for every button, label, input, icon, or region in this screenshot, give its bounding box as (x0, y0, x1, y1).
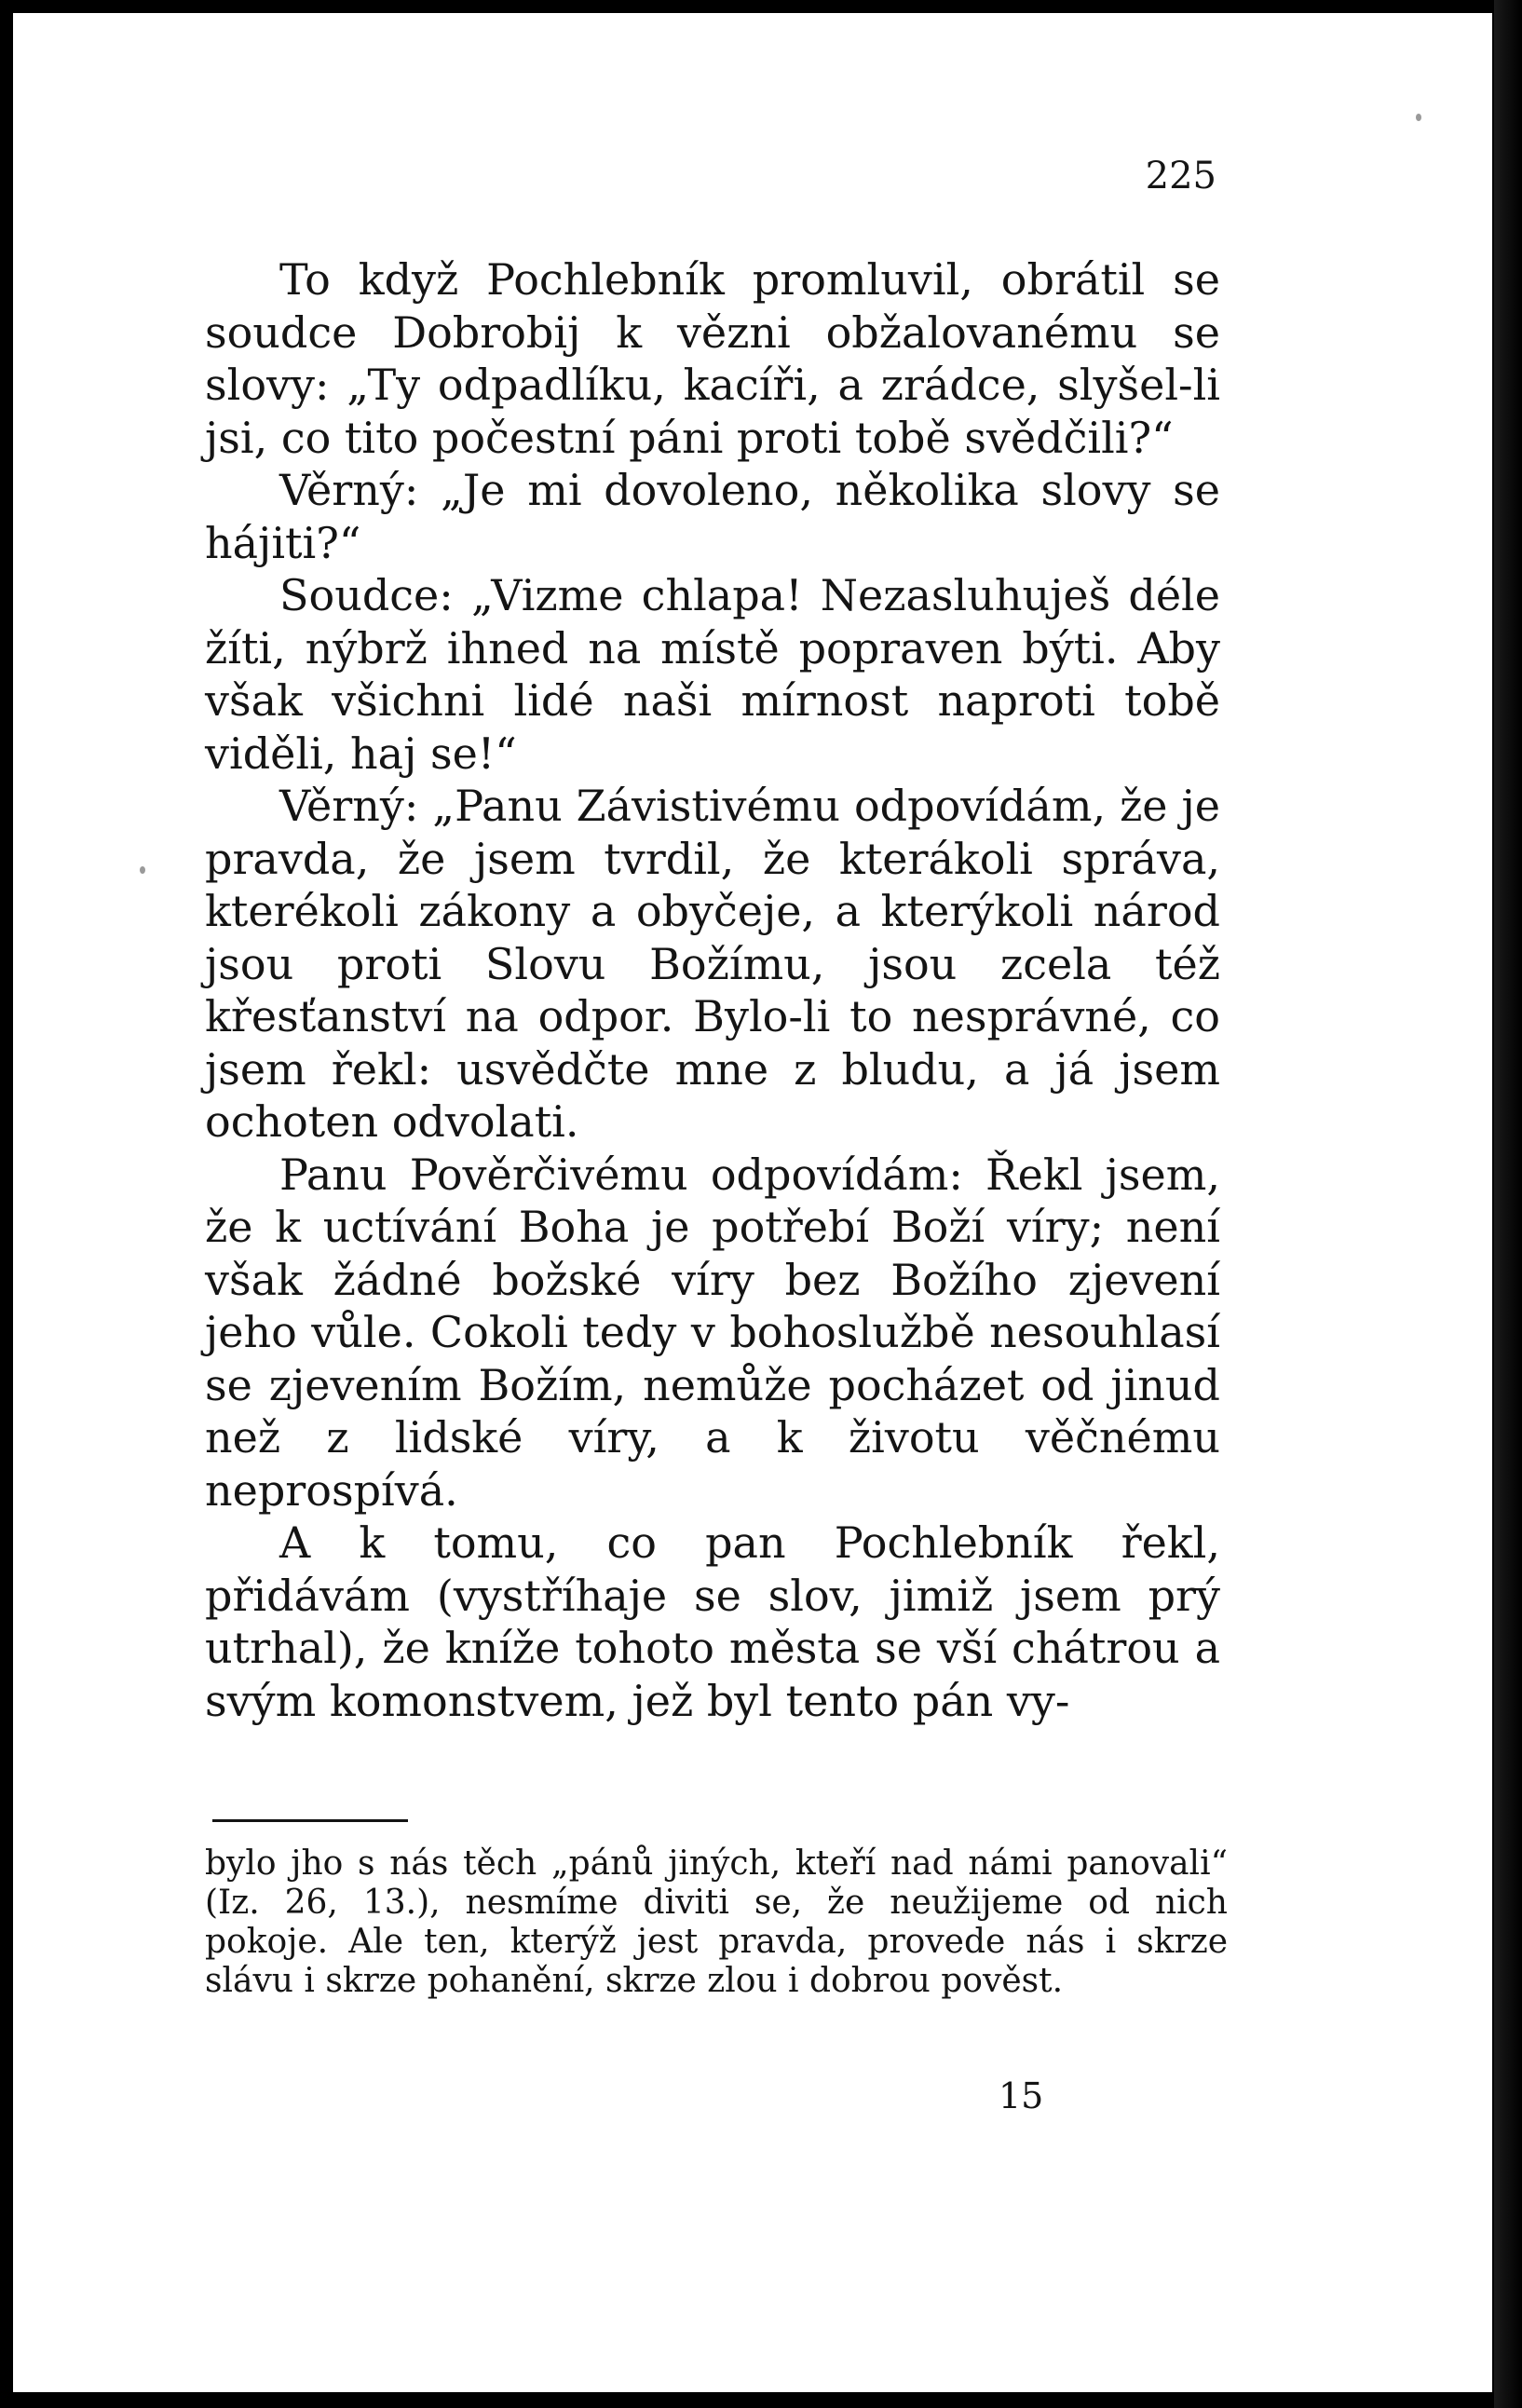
paragraph-1: To když Pochlebník promluvil, obrátil se soudce Dobrobij k vězni obžalovanému se slovy: „Ty odpadlíku, kacíři, a zrádce, slyšel-li jsi, co tito počestní páni proti tobě svědčili?“ (205, 254, 1220, 463)
footnote-divider (212, 1819, 408, 1822)
paragraph-2: Věrný: „Je mi dovoleno, několika slovy se hájiti?“ (205, 465, 1220, 568)
page-number: 225 (1145, 155, 1216, 197)
paragraph-4: Věrný: „Panu Závistivému odpovídám, že je pravda, že jsem tvrdil, že kterákoli správa, kterékoli zákony a obyčeje, a kterýkoli národ jsou proti Slovu Božímu, jsou zcela též křesťanství na odpor. Bylo-li to nesprávné, co jsem řekl: usvědčte mne z bludu, a já jsem ochoten odvolati. (205, 781, 1220, 1147)
book-page (13, 13, 1492, 2392)
paragraph-6: A k tomu, co pan Pochlebník řekl, přidávám (vystříhaje se slov, jimiž jsem prý utrhal), že kníže tohoto města se vší chátrou a svým komonstvem, jež byl tento pán vy- (205, 1517, 1220, 1726)
footnote: bylo jho s nás těch „pánů jiných, kteří nad námi panovali“ (Iz. 26, 13.), nesmíme diviti se, že neužijeme od nich pokoje. Ale ten, kterýž jest pravda, provede nás i skrze slávu i skrze pohanění, skrze zlou i dobrou pověst. (205, 1844, 1228, 2000)
signature-mark: 15 (999, 2075, 1044, 2116)
paragraph-5: Panu Pověrčivému odpovídám: Řekl jsem, že k uctívání Boha je potřebí Boží víry; není však žádné božské víry bez Božího zjevení jeho vůle. Cokoli tedy v bohoslužbě nesouhlasí se zjevením Božím, nemůže pocházet od jinud než z lidské víry, a k životu věčnému neprospívá. (205, 1149, 1220, 1516)
main-text (205, 253, 1220, 1727)
paper-speck (1416, 114, 1421, 121)
scan-edge (1494, 0, 1522, 2408)
paper-speck (140, 866, 145, 874)
paragraph-3: Soudce: „Vizme chlapa! Nezasluhuješ déle žíti, nýbrž ihned na místě popraven býti. Aby však všichni lidé naši mírnost naproti tobě viděli, haj se!“ (205, 570, 1220, 779)
